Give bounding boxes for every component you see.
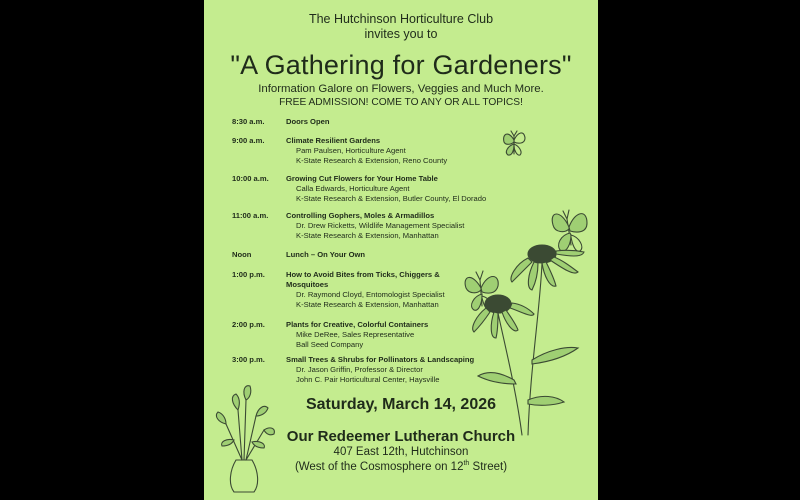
schedule-time: 3:00 p.m.: [232, 355, 265, 364]
schedule-topic: Growing Cut Flowers for Your Home Table: [286, 174, 438, 183]
coneflower-illustration: [466, 230, 598, 440]
speaker-name: Dr. Drew Ricketts, Wildlife Management Specialist: [296, 221, 465, 230]
schedule-topic: Small Trees & Shrubs for Pollinators & Landscaping: [286, 355, 475, 364]
schedule-time: 8:30 a.m.: [232, 117, 265, 126]
schedule-topic: Doors Open: [286, 117, 330, 126]
speaker-name: Pam Paulsen, Horticulture Agent: [296, 146, 406, 155]
schedule-topic: Controlling Gophers, Moles & Armadillos: [286, 211, 435, 220]
directions-text-end: Street): [469, 461, 508, 473]
speaker-name: Calla Edwards, Horticulture Agent: [296, 184, 410, 193]
butterfly-icon: [500, 128, 528, 160]
venue-address: 407 East 12th, Hutchinson: [333, 446, 469, 458]
invite-line: invites you to: [364, 27, 438, 41]
schedule-time: 2:00 p.m.: [232, 320, 265, 329]
speaker-affiliation: Ball Seed Company: [296, 340, 364, 349]
speaker-affiliation: K-State Research & Extension, Manhattan: [296, 231, 439, 240]
speaker-name: Mike DeRee, Sales Representative: [296, 330, 415, 339]
speaker-affiliation: John C. Pair Horticultural Center, Haysville: [296, 375, 440, 384]
schedule-topic: Lunch – On Your Own: [286, 250, 366, 259]
schedule-time: 10:00 a.m.: [232, 174, 269, 183]
schedule-topic-continued: Mosquitoes: [286, 280, 329, 289]
schedule-topic: Plants for Creative, Colorful Containers: [286, 320, 429, 329]
speaker-affiliation: K-State Research & Extension, Butler County, El Dorado: [296, 194, 487, 203]
schedule-time: Noon: [232, 250, 252, 259]
vase-bouquet-illustration: [212, 380, 278, 496]
admission-note: FREE ADMISSION! COME TO ANY OR ALL TOPICS!: [279, 97, 523, 108]
flyer: [204, 0, 598, 500]
schedule-topic: How to Avoid Bites from Ticks, Chiggers &: [286, 270, 440, 279]
directions-ordinal: th: [463, 460, 470, 468]
speaker-name: Dr. Raymond Cloyd, Entomologist Specialist: [296, 290, 445, 299]
venue-name: Our Redeemer Lutheran Church: [286, 428, 516, 445]
speaker-affiliation: K-State Research & Extension, Reno County: [296, 156, 448, 165]
directions-text: (West of the Cosmosphere on 12: [294, 461, 464, 473]
event-title: "A Gathering for Gardeners": [230, 50, 572, 80]
speaker-name: Dr. Jason Griffin, Professor & Director: [296, 365, 423, 374]
tagline: Information Galore on Flowers, Veggies and Much More.: [258, 83, 544, 95]
schedule-time: 9:00 a.m.: [232, 136, 265, 145]
schedule-topic: Climate Resilient Gardens: [286, 136, 381, 145]
club-name: The Hutchinson Horticulture Club: [308, 12, 494, 26]
schedule-time: 11:00 a.m.: [232, 211, 269, 220]
speaker-affiliation: K-State Research & Extension, Manhattan: [296, 300, 439, 309]
event-date: Saturday, March 14, 2026: [305, 396, 497, 413]
schedule-time: 1:00 p.m.: [232, 270, 265, 279]
